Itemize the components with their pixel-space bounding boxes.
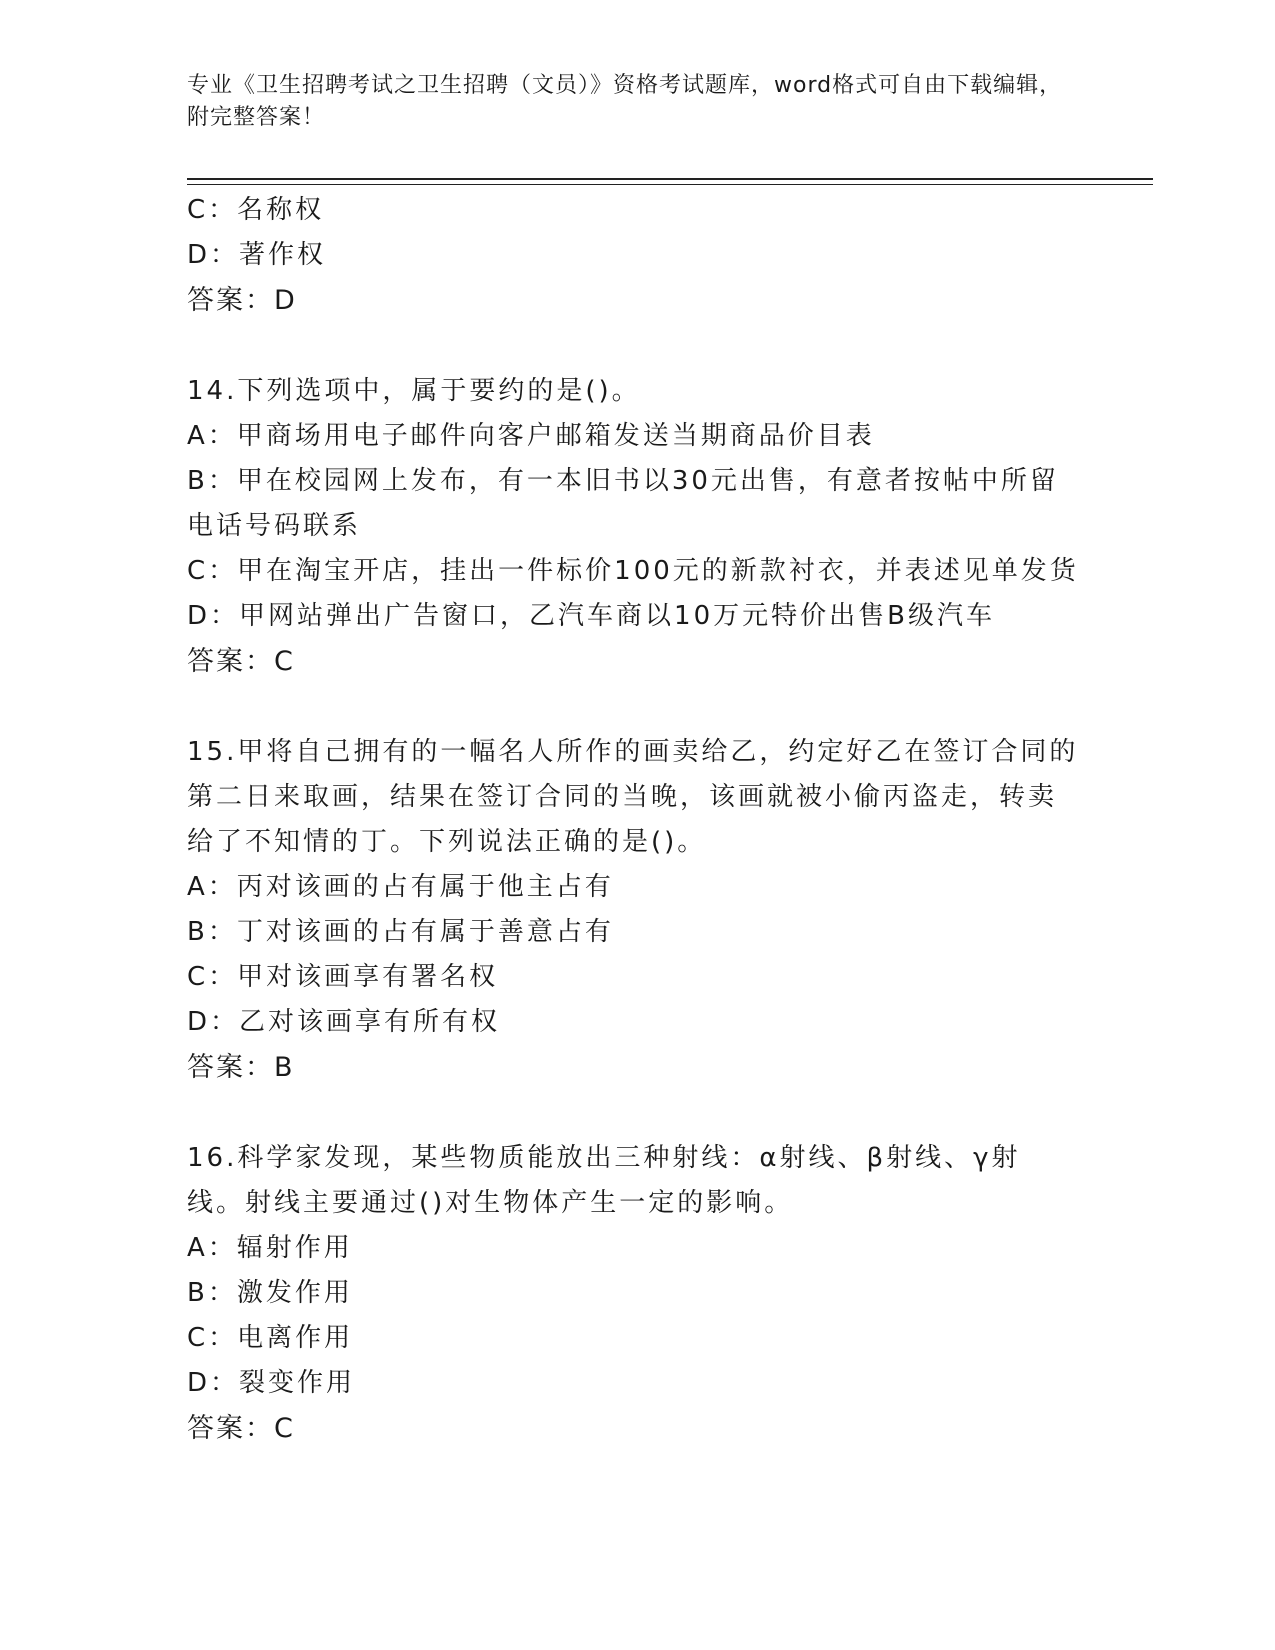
question-stem: 线。射线主要通过()对生物体产生一定的影响。 [187,1188,794,1218]
answer-line: 答案：C [187,646,295,677]
option-line: B：丁对该画的占有属于善意占有 [187,917,614,947]
answer-line: 答案：C [187,1413,295,1444]
question-14 [187,369,1087,684]
document-header [187,70,1067,134]
answer-line: 答案：B [187,1052,295,1083]
question-stem: 15.甲将自己拥有的一幅名人所作的画卖给乙，约定好乙在签订合同的 [187,737,1079,767]
option-line: A：丙对该画的占有属于他主占有 [187,872,614,902]
question-15 [187,730,1087,1090]
question-stem: 给了不知情的丁。下列说法正确的是()。 [187,827,707,857]
option-line: C：甲对该画享有署名权 [187,962,499,992]
previous-question-tail [187,188,1087,323]
question-stem: 16.科学家发现，某些物质能放出三种射线：α射线、β射线、γ射 [187,1143,1021,1173]
option-line: C：名称权 [187,195,325,225]
option-line: A：辐射作用 [187,1233,353,1263]
option-line: B：甲在校园网上发布，有一本旧书以30元出售，有意者按帖中所留 [187,466,1059,496]
option-line: C：甲在淘宝开店，挂出一件标价100元的新款衬衣，并表述见单发货 [187,556,1079,586]
header-title: 专业《卫生招聘考试之卫生招聘（文员）》资格考试题库，word格式可自由下载编辑，附完整答案！ [187,73,1063,130]
option-line: C：电离作用 [187,1323,354,1353]
spacer [187,1090,1087,1136]
question-16 [187,1136,1087,1451]
option-line: D：著作权 [187,240,327,270]
question-stem: 14.下列选项中，属于要约的是()。 [187,376,641,406]
question-stem: 第二日来取画，结果在签订合同的当晚，该画就被小偷丙盗走，转卖 [187,782,1058,812]
header-rule-thick [187,178,1153,180]
spacer [187,684,1087,730]
header-rule-thin [187,184,1153,185]
option-line: D：裂变作用 [187,1368,356,1398]
option-line: A：甲商场用电子邮件向客户邮箱发送当期商品价目表 [187,421,875,451]
option-line: D：乙对该画享有所有权 [187,1007,501,1037]
option-line: B：激发作用 [187,1278,353,1308]
question-content [187,188,1087,1451]
spacer [187,323,1087,369]
answer-line: 答案：D [187,285,297,316]
option-line: D：甲网站弹出广告窗口，乙汽车商以10万元特价出售B级汽车 [187,601,995,631]
option-line-continued: 电话号码联系 [187,511,362,541]
